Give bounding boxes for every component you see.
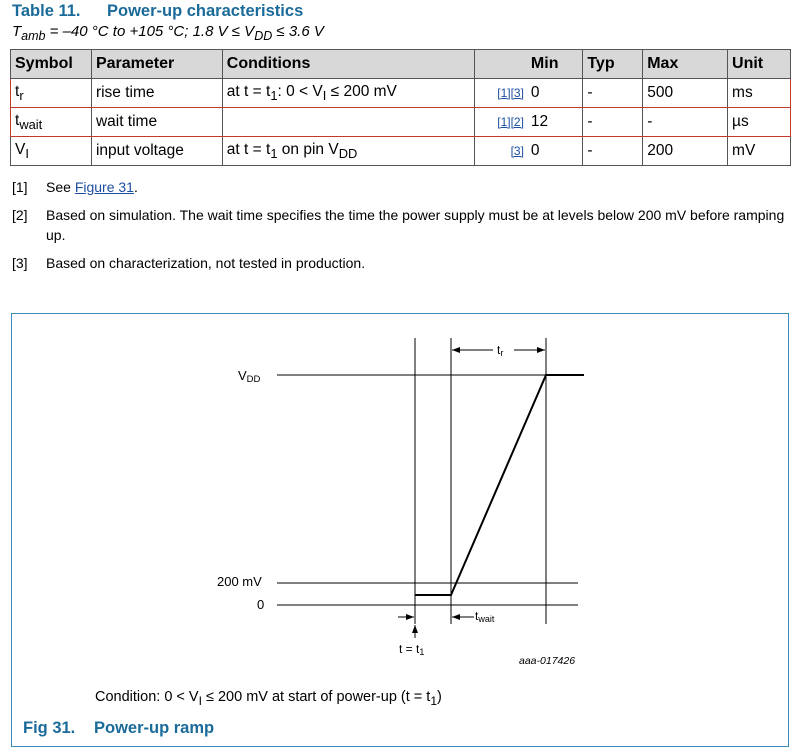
note-3 [12,253,787,273]
level-200mv-label: 200 mV [217,574,262,589]
symbol-main: V [15,140,26,158]
symbol-cell [11,79,92,108]
tamb-symbol: T [12,23,22,40]
header-refs [474,50,527,79]
symbol-main: t [15,111,20,129]
symbol-cell [11,137,92,166]
table-header-row [11,50,791,79]
header-conditions: Conditions [222,50,474,79]
unit-cell: mV [728,137,791,166]
condition-b: ≤ 200 mV at start of power-up (t = t [201,689,431,705]
table-title-text: Power-up characteristics [107,2,304,20]
cond-a-sub: 1 [270,88,278,104]
table-notes [12,177,787,281]
twait-label: twait [475,609,495,624]
min-cell: 0 [527,79,583,108]
conditions-cell [222,137,474,166]
cond-b-sub: DD [338,146,358,162]
symbol-main: t [15,82,20,100]
reference-link[interactable]: [1][3] [497,86,524,100]
level-0-label: 0 [257,597,265,612]
parameter-cell: wait time [91,108,222,137]
power-up-ramp-diagram [12,314,790,748]
reference-link[interactable]: [3] [510,144,524,158]
note-2 [12,205,787,245]
note-number: [1] [12,179,28,195]
min-cell: 0 [527,137,583,166]
parameter-cell: rise time [91,79,222,108]
max-cell: 200 [643,137,728,166]
cond-a: at t = t [226,140,271,158]
typ-cell: - [583,79,643,108]
figure-31-link[interactable]: Figure 31 [74,179,134,195]
conditions-cell [222,108,474,137]
conditions-cell [222,79,474,108]
unit-cell: ms [728,79,791,108]
table-condition [12,23,324,43]
table-number: Table 11. [12,2,81,20]
t1-label: t = t1 [399,642,425,657]
header-symbol: Symbol [11,50,92,79]
note-text-post: . [133,179,138,195]
cond-c: ≤ 200 mV [326,82,397,100]
note-text-pre: See [46,179,75,195]
refs-cell [474,137,527,166]
vdd-label: VDD [238,368,261,385]
figure-code: aaa-017426 [519,655,576,667]
table-row [11,79,791,108]
typ-cell: - [583,137,643,166]
cond-a: at t = t [226,82,271,100]
header-max: Max [643,50,728,79]
tr-label: tr [497,343,504,358]
note-number: [3] [12,255,28,271]
cond-b: : 0 < V [277,82,323,100]
figure-caption [23,719,214,738]
figure-number: Fig 31. [23,719,76,737]
cond-a-sub: 1 [270,146,278,162]
condition-a-sub: I [198,693,202,708]
symbol-sub: I [25,146,29,162]
tamb-subscript: amb [21,29,46,43]
unit-cell: µs [728,108,791,137]
typ-cell: - [583,108,643,137]
refs-cell [474,108,527,137]
max-cell: 500 [643,79,728,108]
figure-condition [95,689,442,708]
header-parameter: Parameter [91,50,222,79]
note-text: Based on characterization, not tested in production. [46,255,366,271]
temperature-range: = –40 °C to +105 °C; 1.8 V ≤ V [45,23,255,40]
figure-31-box [11,313,789,747]
table-title [12,2,303,21]
refs-cell [474,79,527,108]
symbol-sub: r [19,88,24,104]
cond-b: on pin V [277,140,339,158]
voltage-range-tail: ≤ 3.6 V [272,23,324,40]
power-up-table [10,49,791,166]
condition-c: ) [437,689,442,705]
figure-title: Power-up ramp [94,719,215,737]
header-typ: Typ [583,50,643,79]
symbol-sub: wait [19,117,43,133]
power-up-waveform [415,375,584,595]
reference-link[interactable]: [1][2] [497,115,524,129]
condition-a: Condition: 0 < V [95,689,199,705]
table-row [11,108,791,137]
max-cell: - [643,108,728,137]
condition-b-sub: 1 [430,693,438,708]
note-1 [12,177,787,197]
header-unit: Unit [728,50,791,79]
note-text: Based on simulation. The wait time specifies the time the power supply must be at levels below 200 mV before ramping up. [46,207,785,243]
symbol-cell [11,108,92,137]
min-cell: 12 [527,108,583,137]
parameter-cell: input voltage [91,137,222,166]
vdd-subscript: DD [254,29,273,43]
note-text [46,177,787,197]
cond-b-sub: I [322,88,327,104]
note-number: [2] [12,207,28,223]
header-min: Min [527,50,583,79]
table-row [11,137,791,166]
